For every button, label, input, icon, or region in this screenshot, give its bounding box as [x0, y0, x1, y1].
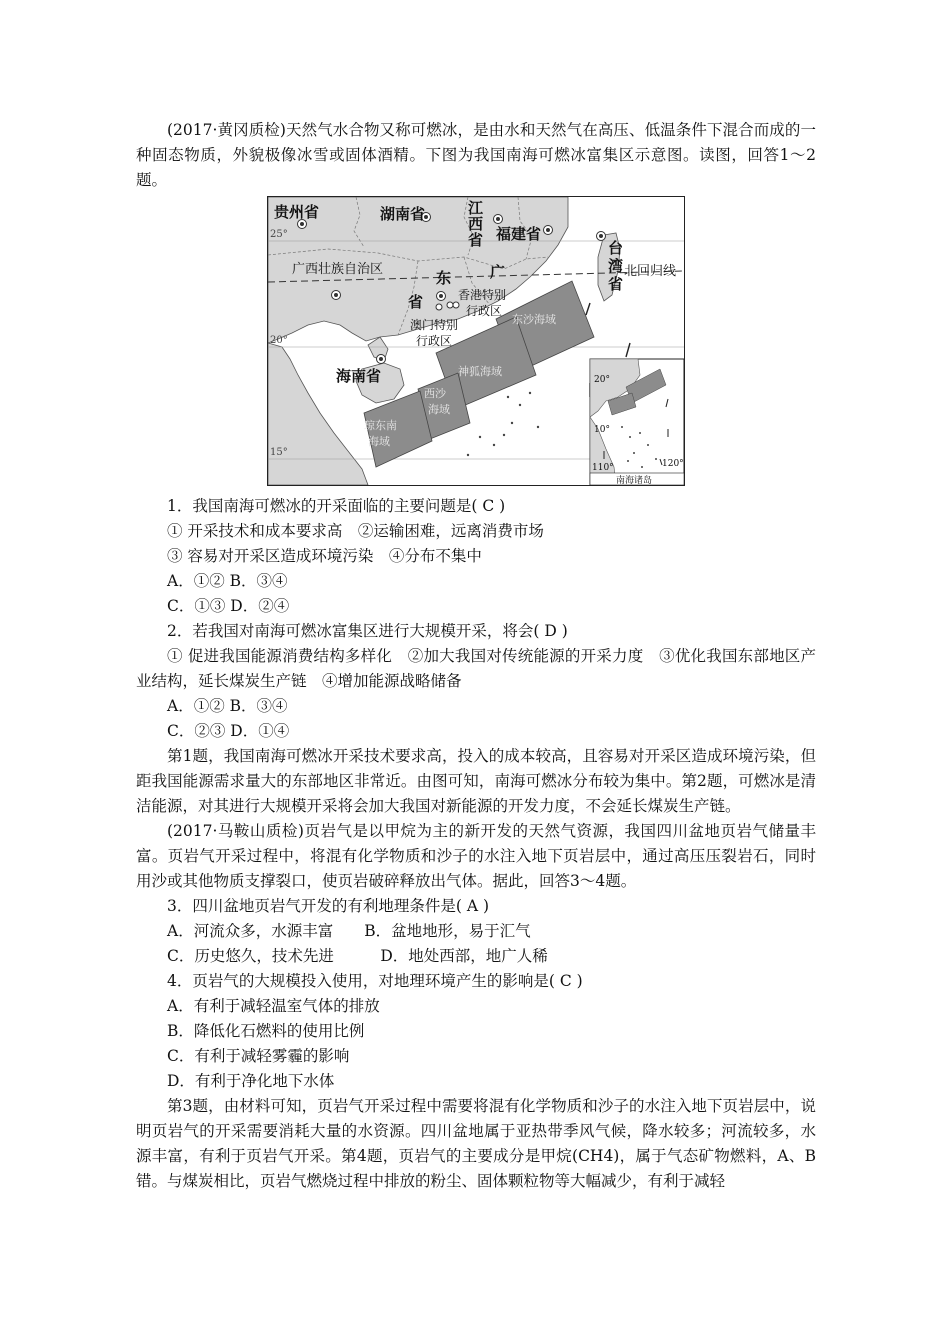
inset-lon-120: 120° — [662, 459, 684, 469]
lat-15: 15° — [270, 447, 288, 458]
label-hunan: 湖南省 — [380, 205, 426, 223]
q3-stem: 3．四川盆地页岩气开发的有利地理条件是( A ) — [167, 897, 490, 915]
zone-dongsha: 东沙海域 — [512, 313, 556, 326]
inset-caption: 南海诸岛 — [616, 476, 653, 486]
label-macao-2: 行政区 — [416, 334, 453, 348]
zone-qiongdongnan-1: 琼东南 — [364, 419, 397, 432]
label-jiangxi-1: 江 — [468, 199, 484, 217]
q2-stem: 2．若我国对南海可燃冰富集区进行大规模开采，将会( D ) — [167, 622, 568, 640]
zone-xisha-2: 海域 — [428, 403, 450, 416]
south-china-sea-map — [267, 196, 685, 486]
label-taiwan-2: 湾 — [608, 257, 624, 275]
inset-lat-20: 20° — [594, 375, 610, 385]
q4-stem: 4．页岩气的大规模投入使用，对地理环境产生的影响是( C ) — [167, 972, 583, 990]
q1-answer-line-2: C．①③ D．②④ — [167, 597, 290, 615]
label-taiwan-1: 台 — [608, 239, 624, 257]
map-figure — [136, 196, 816, 486]
content — [136, 118, 816, 1194]
lat-20: 20° — [270, 335, 288, 346]
zone-qiongdongnan-2: 海域 — [368, 435, 390, 448]
explanation-2: 第3题，由材料可知，页岩气开采过程中需要将混有化学物质和沙子的水注入地下页岩层中，说明页岩气的开采需要消耗大量的水资源。四川盆地属于亚热带季风气候，降水较多；河流较多，水源丰富，有利于页岩气开采。第4题，页岩气的主要成分是甲烷(CH4)，属于气态矿物燃料，A、B错。与煤炭相比，页岩气燃烧过程中排放的粉尘、固体颗粒物等大幅减少，有利于减轻 — [136, 1097, 816, 1190]
explanation-1: 第1题，我国南海可燃冰开采技术要求高，投入的成本较高，且容易对开采区造成环境污染，但距我国能源需求量大的东部地区非常近。由图可知，南海可燃冰分布较为集中。第2题，可燃冰是清洁能源，对其进行大规模开采将会加大我国对新能源的开发力度，不会延长煤炭生产链。 — [136, 747, 816, 815]
zone-shenhu: 神狐海域 — [458, 365, 502, 378]
q4-option-d: D．有利于净化地下水体 — [167, 1072, 335, 1090]
intro-passage-1: (2017·黄冈质检)天然气水合物又称可燃冰，是由水和天然气在高压、低温条件下混合而成的一种固态物质，外貌极像冰雪或固体酒精。下图为我国南海可燃冰富集区示意图。读图，回答1～2题。 — [136, 121, 816, 189]
zone-xisha-1: 西沙 — [424, 387, 446, 400]
q1-option-line-2: ③ 容易对开采区造成环境污染 ④分布不集中 — [167, 547, 482, 565]
label-hongkong-1: 香港特别 — [458, 288, 507, 302]
label-dong: 东 — [436, 269, 452, 287]
inset-lat-10: 10° — [594, 425, 610, 435]
label-guizhou: 贵州省 — [274, 203, 320, 221]
q4-option-a: A．有利于减轻温室气体的排放 — [167, 997, 380, 1015]
label-hainan: 海南省 — [336, 367, 382, 385]
label-macao-1: 澳门特别 — [410, 318, 459, 332]
lat-25: 25° — [270, 229, 288, 240]
q1-answer-line-1: A．①② B．③④ — [167, 572, 288, 590]
label-guang: 广 — [490, 263, 506, 281]
q4-option-c: C．有利于减轻雾霾的影响 — [167, 1047, 350, 1065]
q1-stem: 1．我国南海可燃冰的开采面临的主要问题是( C ) — [167, 497, 506, 515]
q2-answer-line-2: C．②③ D．①④ — [167, 722, 290, 740]
q2-options: ① 促进我国能源消费结构多样化 ②加大我国对传统能源的开采力度 ③优化我国东部地区产业结构，延长煤炭生产链 ④增加能源战略储备 — [136, 647, 816, 690]
label-fujian: 福建省 — [496, 225, 542, 243]
label-jiangxi-3: 省 — [468, 231, 484, 249]
label-tropic-of-cancer: 北回归线 — [624, 264, 677, 279]
label-sheng: 省 — [408, 293, 424, 311]
label-jiangxi-2: 西 — [468, 215, 484, 233]
label-taiwan-3: 省 — [608, 275, 624, 293]
intro-passage-2: (2017·马鞍山质检)页岩气是以甲烷为主的新开发的天然气资源，我国四川盆地页岩气储量丰富。页岩气开采过程中，将混有化学物质和沙子的水注入地下页岩层中，通过高压压裂岩石，同时用沙或其他物质支撑裂口，使页岩破碎释放出气体。据此，回答3～4题。 — [136, 822, 816, 890]
q3-answer-line-1: A．河流众多，水源丰富 B．盆地地形，易于汇气 — [167, 922, 531, 940]
q4-option-b: B．降低化石燃料的使用比例 — [167, 1022, 365, 1040]
q1-option-line-1: ① 开采技术和成本要求高 ②运输困难，远离消费市场 — [167, 522, 544, 540]
q3-answer-line-2: C．历史悠久，技术先进 D．地处西部，地广人稀 — [167, 947, 548, 965]
q2-answer-line-1: A．①② B．③④ — [167, 697, 288, 715]
inset-lon-110: 110° — [592, 463, 614, 473]
label-guangxi: 广西壮族自治区 — [292, 262, 384, 277]
label-hongkong-2: 行政区 — [466, 304, 503, 318]
